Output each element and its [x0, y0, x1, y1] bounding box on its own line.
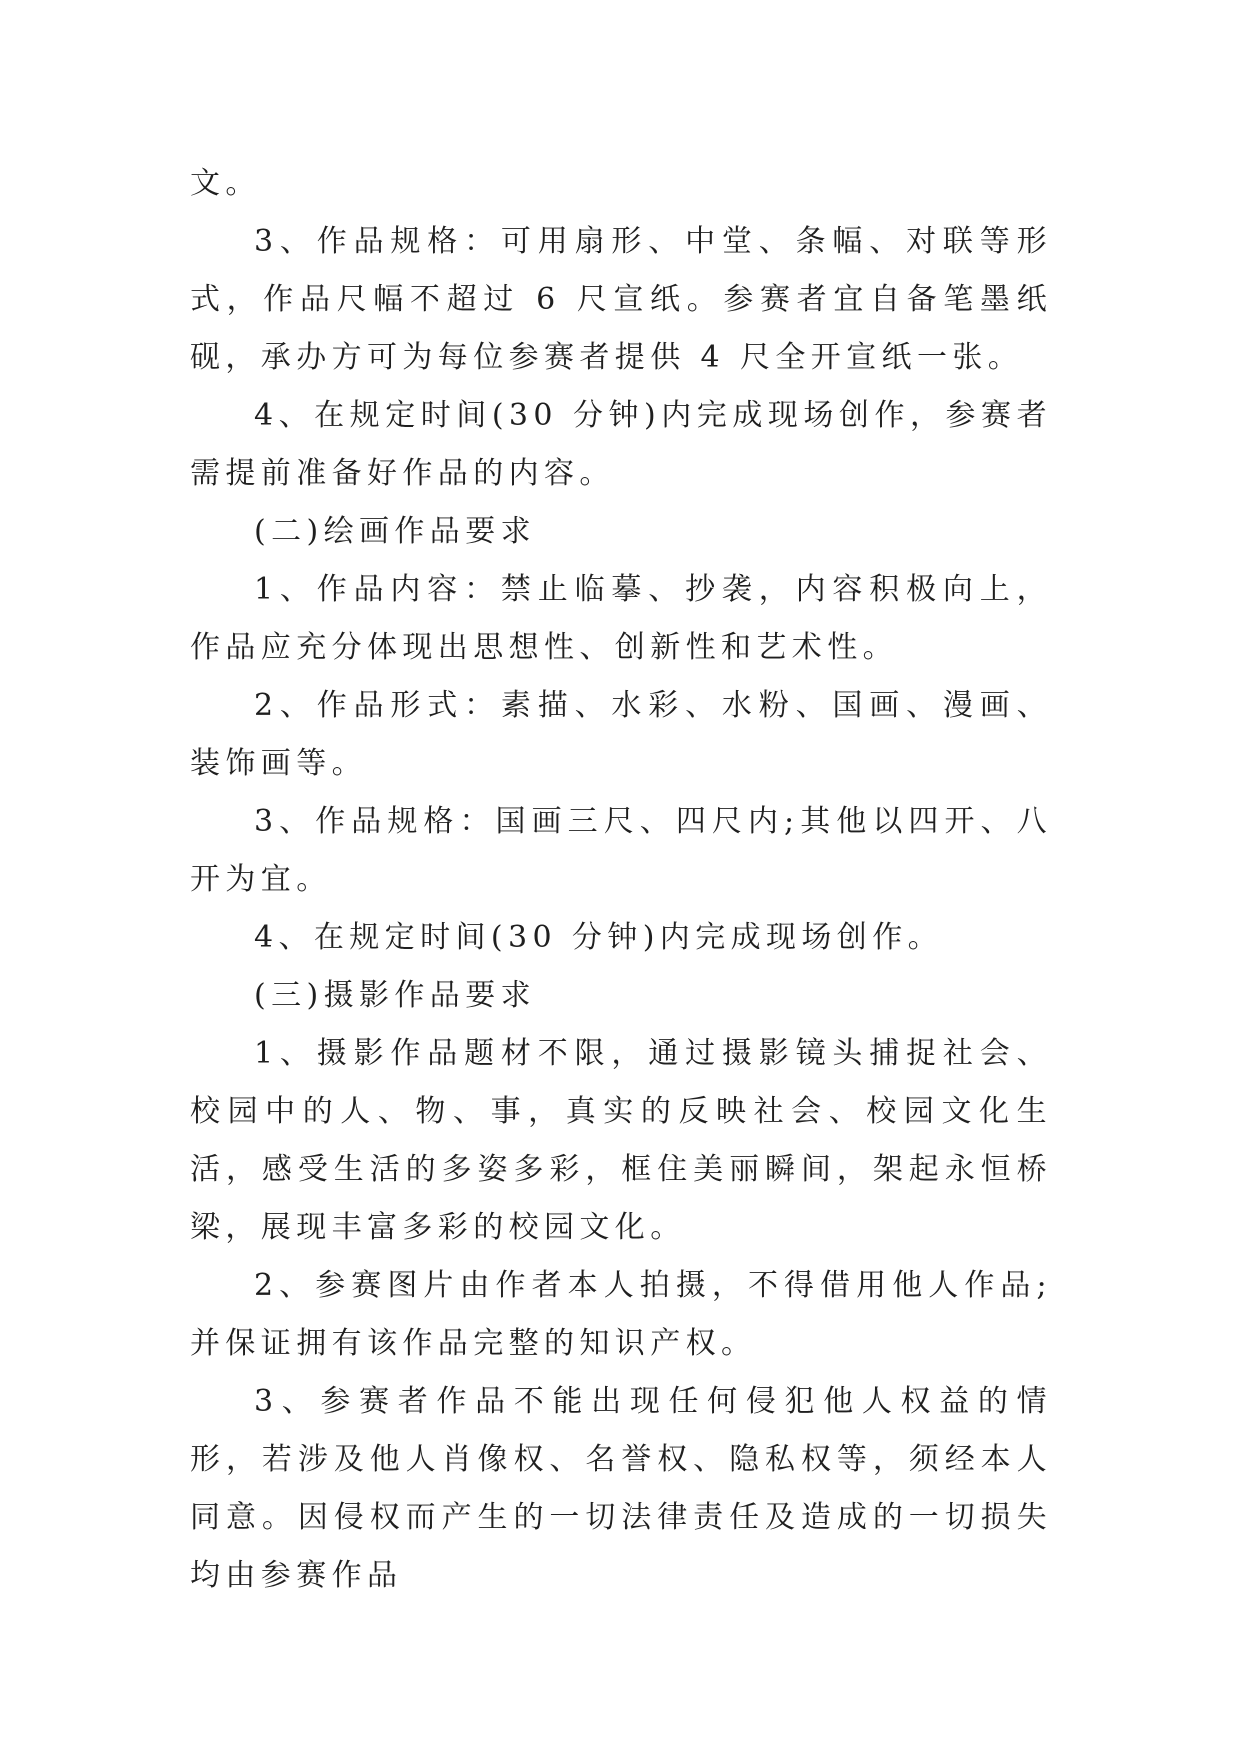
document-body — [190, 155, 1052, 1605]
section-heading-painting: (二)绘画作品要求 — [254, 514, 537, 549]
paragraph-continuation: 文。 — [190, 166, 261, 201]
paragraph-calligraphy-spec: 3、作品规格：可用扇形、中堂、条幅、对联等形式，作品尺幅不超过 6 尺宣纸。参赛者宜自备笔墨纸砚，承办方可为每位参赛者提供 4 尺全开宣纸一张。 — [190, 224, 1052, 375]
paragraph-painting-content: 1、作品内容：禁止临摹、抄袭，内容积极向上，作品应充分体现出思想性、创新性和艺术性。 — [190, 572, 1052, 665]
paragraph-photo-ownership: 2、参赛图片由作者本人拍摄，不得借用他人作品;并保证拥有该作品完整的知识产权。 — [190, 1268, 1052, 1361]
paragraph-photo-rights: 3、参赛者作品不能出现任何侵犯他人权益的情形，若涉及他人肖像权、名誉权、隐私权等，须经本人同意。因侵权而产生的一切法律责任及造成的一切损失均由参赛作品 — [190, 1384, 1052, 1593]
paragraph-painting-form: 2、作品形式：素描、水彩、水粉、国画、漫画、装饰画等。 — [190, 688, 1052, 781]
paragraph-painting-time: 4、在规定时间(30 分钟)内完成现场创作。 — [254, 920, 944, 955]
paragraph-photo-subject: 1、摄影作品题材不限，通过摄影镜头捕捉社会、校园中的人、物、事，真实的反映社会、校园文化生活，感受生活的多姿多彩，框住美丽瞬间，架起永恒桥梁，展现丰富多彩的校园文化。 — [190, 1036, 1052, 1245]
section-heading-photography: (三)摄影作品要求 — [254, 978, 537, 1013]
paragraph-painting-spec: 3、作品规格：国画三尺、四尺内;其他以四开、八开为宜。 — [190, 804, 1052, 897]
paragraph-calligraphy-time: 4、在规定时间(30 分钟)内完成现场创作，参赛者需提前准备好作品的内容。 — [190, 398, 1052, 491]
